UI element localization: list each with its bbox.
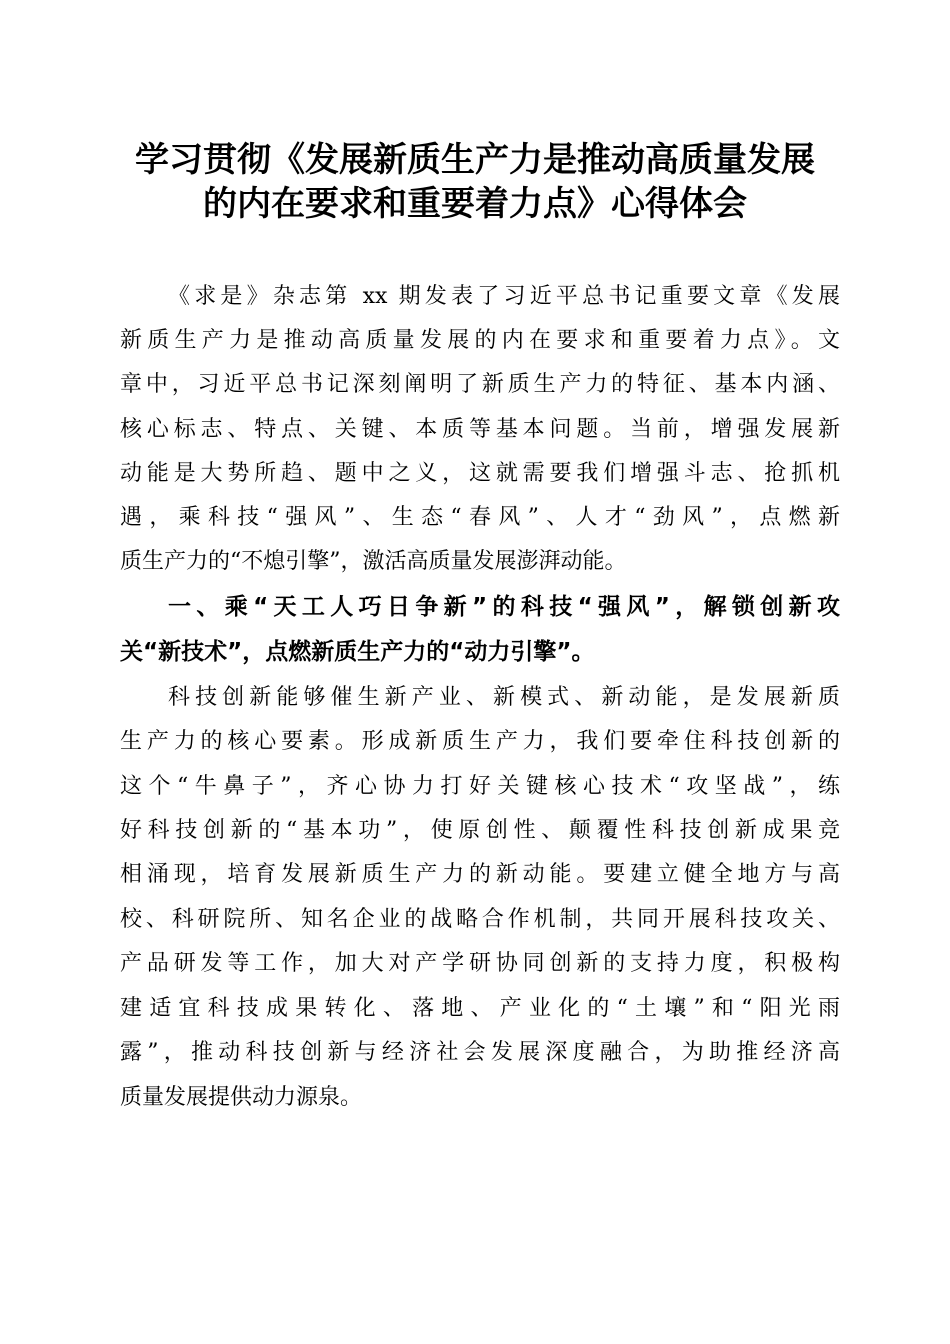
paragraph-2-line: 这个“牛鼻子”，齐心协力打好关键核心技术“攻坚战”，练 <box>120 774 840 799</box>
section-heading-line: 关“新技术”，点燃新质生产力的“动力引擎”。 <box>120 639 595 665</box>
paragraph-2-line: 校、科研院所、知名企业的战略合作机制，共同开展科技攻关、 <box>120 907 840 932</box>
paragraph-2-line: 质量发展提供动力源泉。 <box>120 1085 363 1110</box>
paragraph-2-line: 建适宜科技成果转化、落地、产业化的“土壤”和“阳光雨 <box>120 996 840 1021</box>
paragraph-2-line: 相涌现，培育发展新质生产力的新动能。要建立健全地方与高 <box>120 862 840 887</box>
paragraph-1-line: 章中，习近平总书记深刻阐明了新质生产力的特征、基本内涵、 <box>120 372 840 397</box>
paragraph-1-line: 《求是》杂志第 xx 期发表了习近平总书记重要文章《发展 <box>168 284 840 309</box>
paragraph-1-line: 质生产力的“不熄引擎”，激活高质量发展澎湃动能。 <box>120 549 627 574</box>
paragraph-2-line: 产品研发等工作，加大对产学研协同创新的支持力度，积极构 <box>120 951 840 976</box>
paragraph-2-line: 生产力的核心要素。形成新质生产力，我们要牵住科技创新的 <box>120 729 840 754</box>
paragraph-2-line: 好科技创新的“基本功”，使原创性、颠覆性科技创新成果竞 <box>120 818 840 843</box>
document-title-line-2: 的内在要求和重要着力点》心得体会 <box>203 184 747 224</box>
document-title-line-1: 学习贯彻《发展新质生产力是推动高质量发展 <box>135 140 815 180</box>
paragraph-1-line: 核心标志、特点、关键、本质等基本问题。当前，增强发展新 <box>120 417 840 442</box>
paragraph-1-line: 遇，乘科技“强风”、生态“春风”、人才“劲风”，点燃新 <box>120 505 840 530</box>
section-heading-line: 一、乘“天工人巧日争新”的科技“强风”，解锁创新攻 <box>168 594 840 620</box>
paragraph-1-line: 动能是大势所趋、题中之义，这就需要我们增强斗志、抢抓机 <box>120 461 840 486</box>
paragraph-2-line: 露”，推动科技创新与经济社会发展深度融合，为助推经济高 <box>120 1040 840 1065</box>
paragraph-2-line: 科技创新能够催生新产业、新模式、新动能，是发展新质 <box>168 685 840 710</box>
paragraph-1-line: 新质生产力是推动高质量发展的内在要求和重要着力点》。文 <box>120 328 840 353</box>
